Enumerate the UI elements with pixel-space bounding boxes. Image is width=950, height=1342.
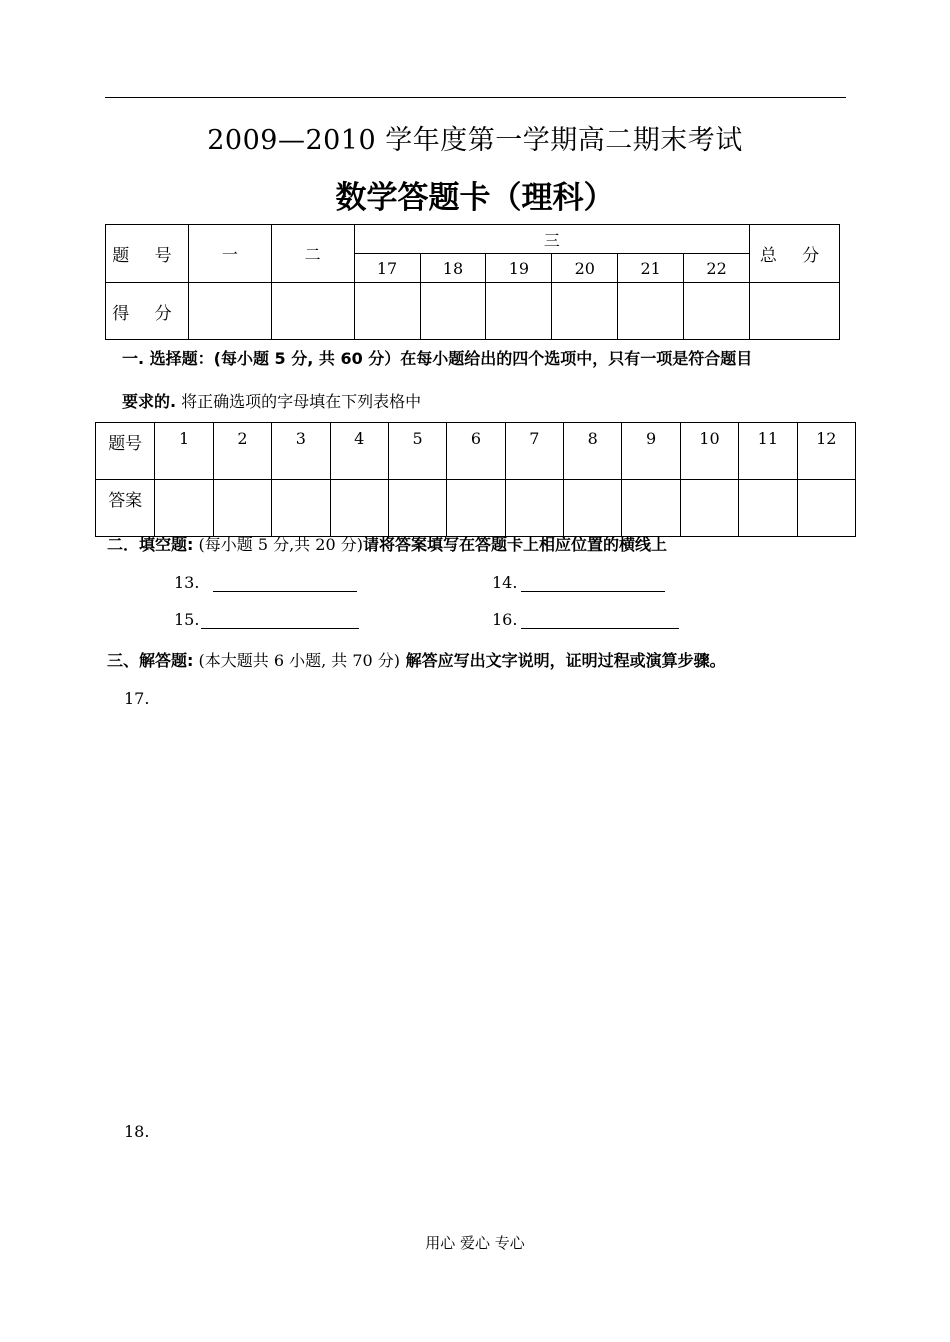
- answer-card-title: 数学答题卡（理科）: [335, 180, 615, 216]
- score-cell[interactable]: [188, 283, 271, 340]
- question-number: 11: [739, 423, 797, 480]
- score-cell[interactable]: [354, 283, 420, 340]
- page-footer: 用心 爱心 专心: [425, 1234, 525, 1252]
- score-cell[interactable]: [684, 283, 750, 340]
- score-table: [105, 224, 840, 340]
- score-cell[interactable]: [618, 283, 684, 340]
- score-subheader: 20: [552, 254, 618, 283]
- answer-cell[interactable]: [447, 480, 505, 537]
- score-cell[interactable]: [271, 283, 354, 340]
- score-header-qnum: 题 号: [106, 225, 189, 283]
- score-subheader: 22: [684, 254, 750, 283]
- answer-row-label: 答案: [96, 480, 155, 537]
- question-number: 10: [680, 423, 738, 480]
- answer-cell[interactable]: [739, 480, 797, 537]
- score-cell[interactable]: [552, 283, 618, 340]
- score-cell[interactable]: [486, 283, 552, 340]
- answer-cell[interactable]: [213, 480, 271, 537]
- question-number: 3: [272, 423, 330, 480]
- question-number: 5: [388, 423, 446, 480]
- section3-heading: 三、解答题: (本大题共 6 小题, 共 70 分) 解答应写出文字说明，证明过程或演算步骤。: [107, 651, 726, 670]
- question-number: 12: [797, 423, 855, 480]
- question-number: 1: [155, 423, 213, 480]
- question-number: 8: [564, 423, 622, 480]
- answer-cell[interactable]: [388, 480, 446, 537]
- score-subheader: 18: [420, 254, 486, 283]
- answer-cell[interactable]: [797, 480, 855, 537]
- answer-cell[interactable]: [330, 480, 388, 537]
- question-number: 9: [622, 423, 680, 480]
- question-17-label: 17.: [124, 689, 150, 708]
- score-header-part3: 三: [354, 225, 749, 254]
- score-subheader: 19: [486, 254, 552, 283]
- score-header-total: 总 分: [750, 225, 840, 283]
- score-cell[interactable]: [750, 283, 840, 340]
- blank-14[interactable]: 14.: [492, 573, 665, 592]
- question-number: 7: [505, 423, 563, 480]
- section1-heading: 一. 选择题：(每小题 5 分, 共 60 分）在每小题给出的四个选项中，只有一项是符合题目: [122, 349, 753, 368]
- choice-answer-table: [95, 422, 856, 537]
- question-number: 2: [213, 423, 271, 480]
- score-subheader: 17: [354, 254, 420, 283]
- answer-cell[interactable]: [155, 480, 213, 537]
- answer-cell[interactable]: [272, 480, 330, 537]
- section1-instruction: 要求的. 将正确选项的字母填在下列表格中: [122, 392, 422, 411]
- blank-16[interactable]: 16.: [492, 610, 679, 629]
- answer-cell[interactable]: [680, 480, 738, 537]
- score-header-part2: 二: [271, 225, 354, 283]
- score-row-label: 得 分: [106, 283, 189, 340]
- score-cell[interactable]: [420, 283, 486, 340]
- score-subheader: 21: [618, 254, 684, 283]
- exam-title: 2009—2010 学年度第一学期高二期末考试: [207, 125, 743, 156]
- score-header-part1: 一: [188, 225, 271, 283]
- answer-cell[interactable]: [505, 480, 563, 537]
- question-number: 4: [330, 423, 388, 480]
- blank-15[interactable]: 15.: [174, 610, 359, 629]
- choice-row-label: 题号: [96, 423, 155, 480]
- answer-cell[interactable]: [622, 480, 680, 537]
- question-18-label: 18.: [124, 1122, 150, 1141]
- question-number: 6: [447, 423, 505, 480]
- blank-13[interactable]: 13.: [174, 573, 357, 592]
- section2-heading: 二．填空题: (每小题 5 分,共 20 分)请将答案填写在答题卡上相应位置的横线上: [107, 535, 667, 554]
- top-rule: [105, 97, 846, 98]
- answer-cell[interactable]: [564, 480, 622, 537]
